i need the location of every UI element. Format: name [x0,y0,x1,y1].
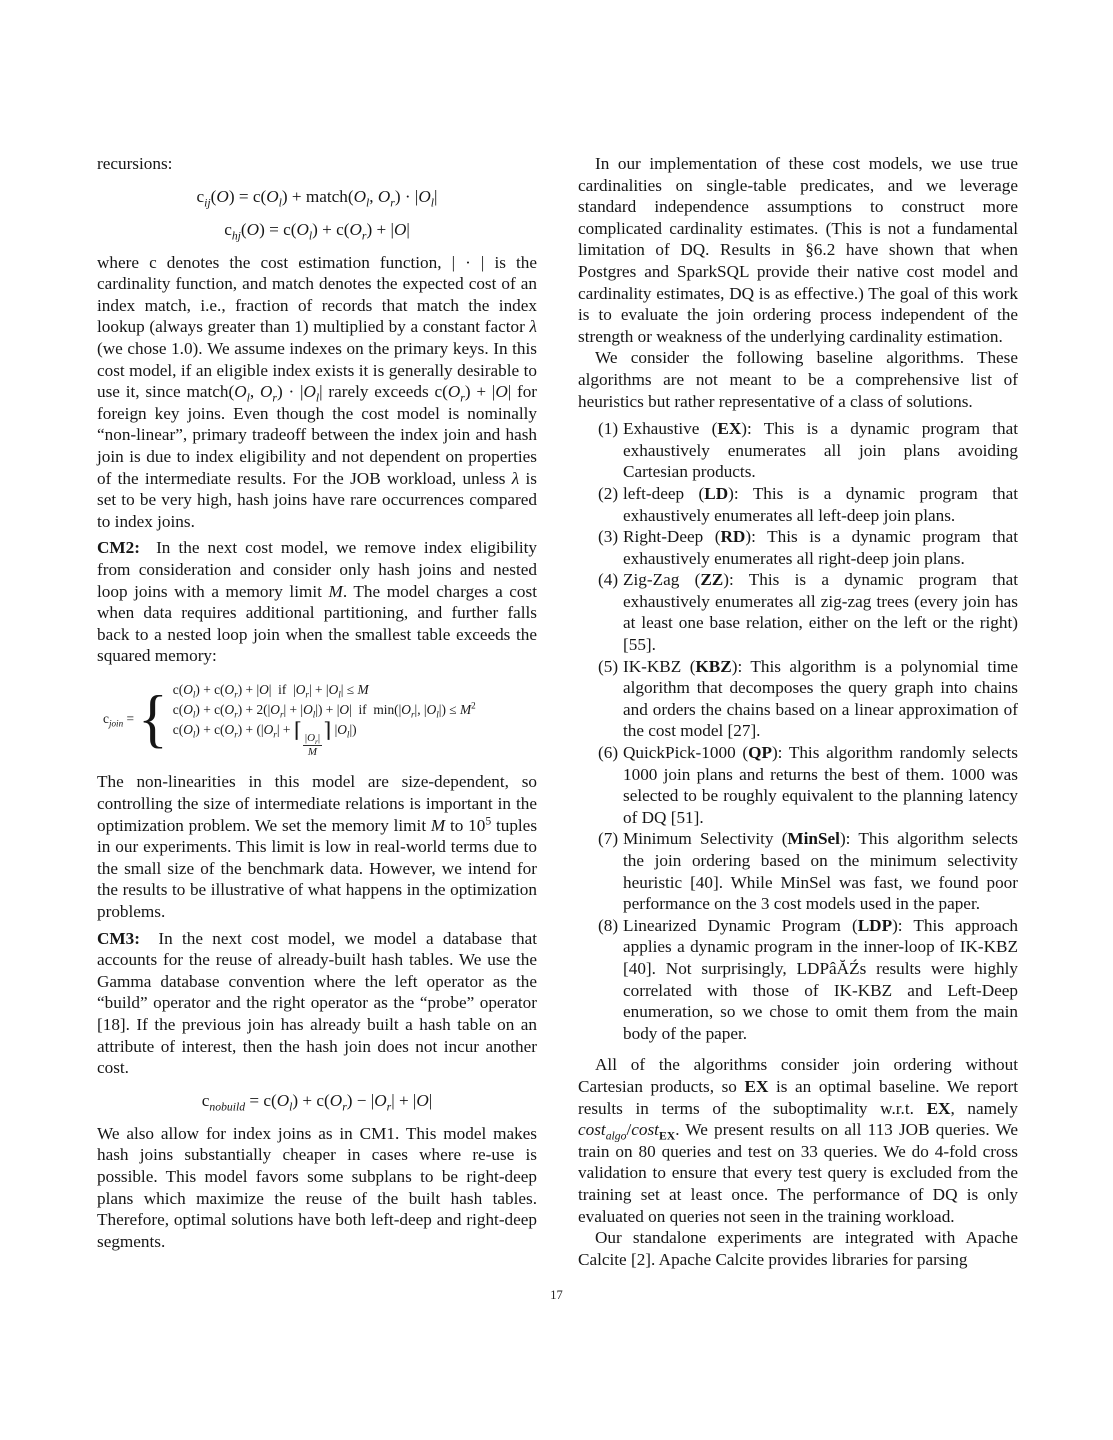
equation-cjoin-piecewise [103,680,537,759]
list-item-number: (6) [598,743,619,763]
right-column [578,153,1018,1270]
list-item-number: (2) [598,483,619,503]
list-item-text: Exhaustive (EX): This is a dynamic program that exhaustively enumerates all join plans avoiding Cartesian products. [623,419,1018,482]
list-item-text: Minimum Selectivity (MinSel): This algorithm selects the join ordering based on the minimum selectivity heuristic [40]. While MinSel was fast, we found poor performance on the 3 cost models used in the paper. [623,829,1018,914]
paragraph-index-joins-cm1: We also allow for index joins as in CM1. This model makes hash joins substantially cheaper in cases where re-use is possible. This model favors some subplans to be right-deep plans which maximize the reuse of the built hash tables. Therefore, optimal solutions have both left-deep and right-deep segments. [97,1123,537,1251]
list-item-quickpick [578,742,1018,828]
paragraph-nonlinearities: The non-linearities in this model are size-dependent, so controlling the size of intermediate relations is important in the optimization problem. We set the memory limit M to $10^5$ tuples in our experiments. This limit is low in real-world terms due to the small size of the benchmark data. However, we intend for the results to be illustrative of what happens in the optimization problems. [97,772,538,922]
list-item-text: Linearized Dynamic Program (LDP): This approach applies a dynamic program in the inner-loop of IK-KBZ [40]. Not surprisingly, LDPâĂŹs results were highly correlated with those of IK-KBZ and Left-Deep enumeration, so we chose to omit them from the main body of the paper. [623,915,1018,1043]
list-item-number: (4) [598,570,619,590]
paragraph-baselines-intro: We consider the following baseline algorithms. These algorithms are not meant to be a comprehensive list of heuristics but rather representative of a class of solutions. [578,348,1018,411]
list-item-ldp [578,915,1018,1045]
equation-hash-join-cost: $c_{hj}(O) = c(O_l) + c(O_r) + |O|$ [224,219,410,243]
list-item-text: Zig-Zag (ZZ): This is a dynamic program that exhaustively enumerates all zig-zag trees (every join has at least one base relation, either on the left or the right) [55]. [623,570,1018,655]
paragraph-cm2: CM2: In the next cost model, we remove index eligibility from consideration and consider only hash joins and nested loop joins with a memory limit M. The model charges a cost when data requires additional partitioning, and further falls back to a nested loop join when the smallest table exceeds the squared memory: [97,538,537,666]
paragraph-cm3: CM3: In the next cost model, we model a database that accounts for the reuse of already-built hash tables. We use the Gamma database convention where the left operator as the “build” operator and the right operator as the “probe” operator [18]. If the previous join has already built a hash table on an attribute of interest, then the hash join does not incur another cost. [97,928,537,1078]
list-item-text: IK-KBZ (KBZ): This algorithm is a polynomial time algorithm that decomposes the query graph into chains and orders the chains based on a linear approximation of the cost model [27]. [623,656,1018,741]
baseline-algorithms-list [578,418,1018,1044]
list-item-number: (8) [598,915,619,935]
equation-index-join-cost: $c_{ij}(O) = c(O_l)$ + $match(O_l$, $O_r) \cdot |O_l|$ [196,186,438,210]
list-item-left-deep [578,483,1018,526]
paragraph-cost-function-explanation: where c denotes the cost estimation function, | · | is the cardinality function, and match denotes the expected cost of an index match, i.e., fraction of records that match the index lookup (always greater than 1) multiplied by a constant factor λ (we chose 1.0). We assume indexes on the primary keys. In this cost model, if an eligible index exists it is generally desirable to use it, since $match(O_l$, $O_r) \cdot |O_l|$ rarely exceeds $c(O_r) + |O|$ for foreign key joins. Even though the cost model is nominally “non-linear”, primary tradeoff between the index join and hash join is due to index eligibility and not dependent on properties of the intermediate results. For the JOB workload, unless λ is set to be very high, hash joins have rare occurrences compared to index joins. [97,252,538,531]
page-number: 17 [550,1288,563,1302]
equation-case-3: $c(O_l) + c(O_r) + (|O_r|$ + ⌈ $\frac{|O_r|}{M}$ ⌉ $|O_l|$) [172,720,357,758]
list-item-exhaustive [578,418,1018,483]
list-item-right-deep [578,526,1018,569]
brace-glyph: { [138,683,168,755]
list-item-number: (5) [598,656,619,676]
list-item-text: QuickPick-1000 (QP): This algorithm randomly selects 1000 join plans and returns the best of them. 1000 was selected to be roughly equivalent to the planning latency of DQ [51]. [623,743,1018,827]
list-item-ik-kbz [578,656,1018,742]
list-item-zig-zag [578,569,1018,655]
equation-cases [173,680,476,759]
list-item-number: (1) [598,419,619,439]
list-item-number: (7) [598,829,619,849]
list-item-minsel [578,828,1018,914]
equation-case-1: $c(O_l) + c(O_r) + |O|$ if $|O_r| + |O_l| \le M$ [172,681,369,700]
equation-lhs: $c_{join}$ = [103,711,135,729]
left-column [97,153,537,1252]
paragraph-calcite: Our standalone experiments are integrated with Apache Calcite [2]. Apache Calcite provides libraries for parsing [578,1228,1018,1269]
equation-case-2: $c(O_l) + c(O_r) + 2(|O_r| + |O_l|) + |O|$ if $\min(|O_r|$, $|O_l|) \le M^2$ [172,700,476,720]
list-item-number: (3) [598,527,619,547]
list-item-text: Right-Deep (RD): This is a dynamic program that exhaustively enumerates all right-deep join plans. [623,527,1018,568]
paragraph-recursions: recursions: [97,154,173,173]
list-item-text: left-deep (LD): This is a dynamic program that exhaustively enumerates all left-deep join plans. [623,483,1018,525]
paragraph-suboptimality: All of the algorithms consider join ordering without Cartesian products, so EX is an optimal baseline. We report results in terms of the suboptimality w.r.t. EX, namely cost$_{algo}$/cost$_{EX}$. We present results on all 113 JOB queries. We train on 80 queries and test on 33 queries. We do 4-fold cross validation to ensure that every test query is excluded from the training set at least once. The performance of DQ is only evaluated on queries not seen in the training workload. [578,1055,1019,1226]
equation-nobuild-cost: $c_{nobuild} = c(O_l) + c(O_r) - |O_r| + |O|$ [201,1090,433,1114]
paragraph-implementation: In our implementation of these cost models, we use true cardinalities on single-table predicates, and we leverage standard independence assumptions to construct more complicated cardinality estimates. (This is not a fundamental limitation of DQ. Results in §6.2 have shown that when Postgres and SparkSQL provide their native cost model and cardinality estimates, DQ is as effective.) The goal of this work is to evaluate the join ordering process independent of the strength or weakness of the underlying cardinality estimation. [578,154,1018,346]
